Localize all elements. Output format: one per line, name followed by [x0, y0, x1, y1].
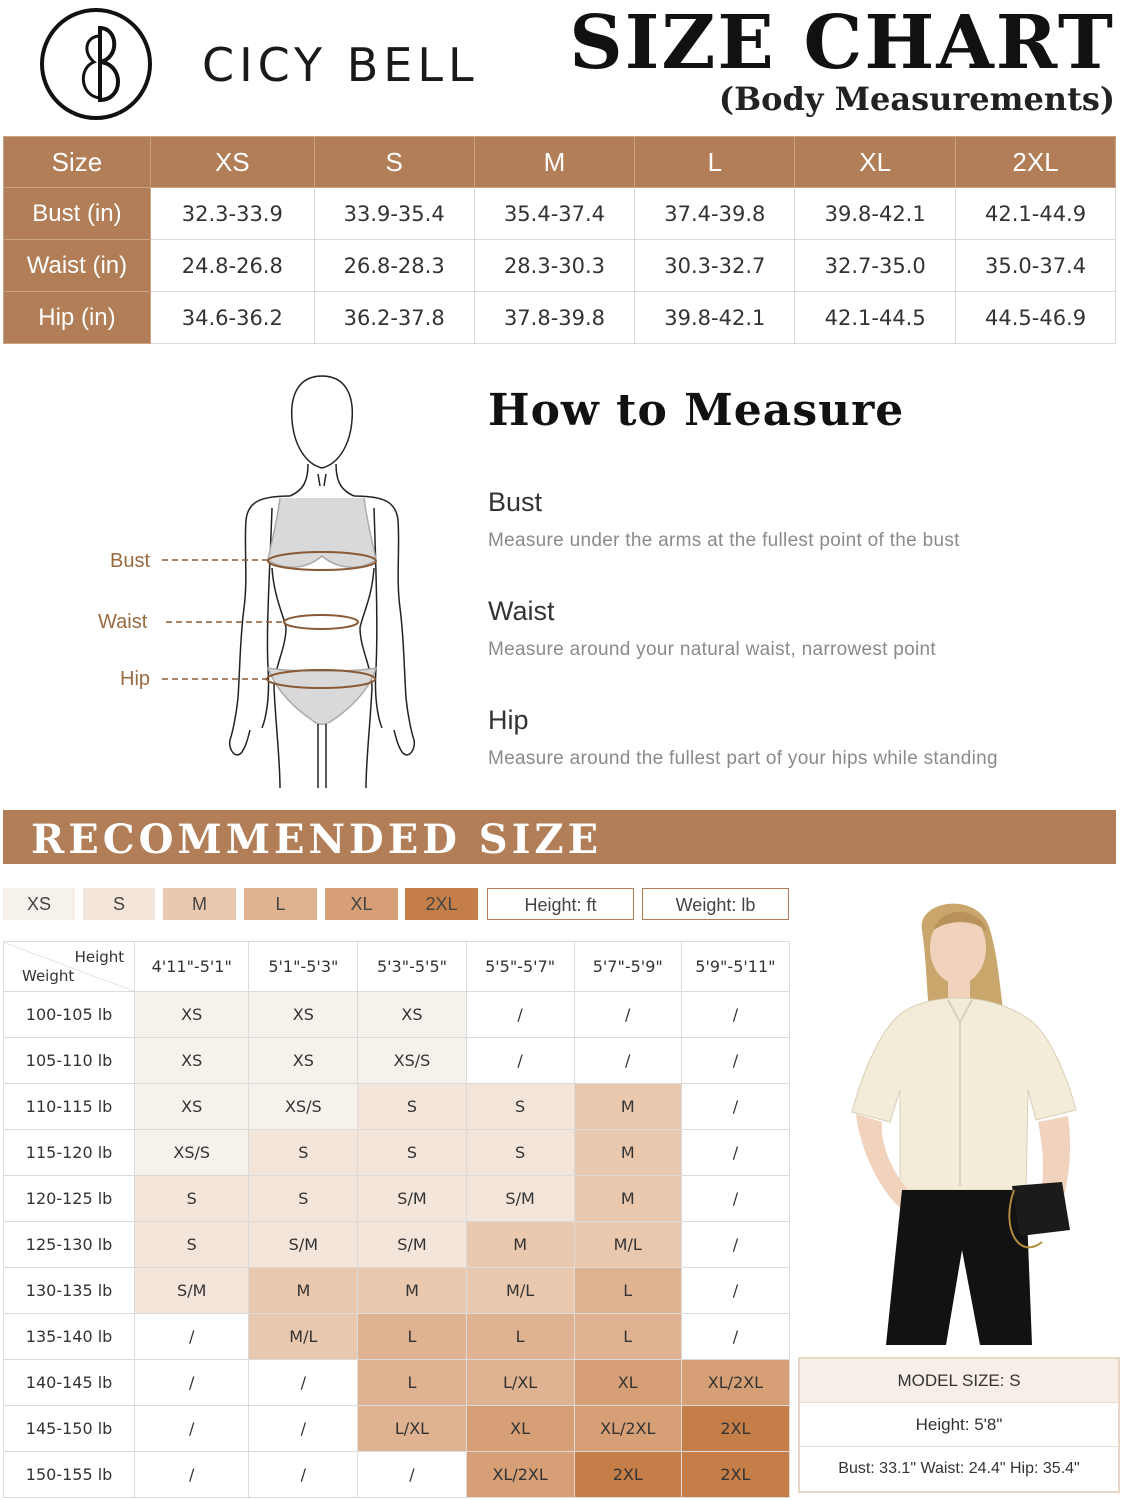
size-recommendation-cell: S	[466, 1130, 574, 1176]
size-recommendation-cell: /	[681, 992, 789, 1038]
weight-cell: 150-155 lb	[4, 1452, 135, 1498]
legend-weight-unit: Weight: lb	[642, 888, 789, 920]
size-recommendation-cell: XS/S	[249, 1084, 358, 1130]
size-recommendation-cell: XS/S	[135, 1130, 249, 1176]
weight-cell: 105-110 lb	[4, 1038, 135, 1084]
size-recommendation-cell: XL	[466, 1406, 574, 1452]
model-height-label: Height: 5'8"	[800, 1403, 1118, 1447]
size-recommendation-cell: XS	[249, 1038, 358, 1084]
legend-2xl: 2XL	[405, 888, 478, 920]
weight-cell: 135-140 lb	[4, 1314, 135, 1360]
size-header-cell: 2XL	[956, 137, 1116, 188]
brand-logo-icon	[38, 6, 154, 122]
size-recommendation-cell: /	[574, 992, 681, 1038]
model-photo	[830, 890, 1090, 1345]
size-recommendation-cell: XL/2XL	[681, 1360, 789, 1406]
size-recommendation-cell: S	[358, 1084, 466, 1130]
size-recommendation-cell: /	[135, 1406, 249, 1452]
size-recommendation-cell: XS	[135, 1084, 249, 1130]
size-recommendation-cell: S/M	[358, 1222, 466, 1268]
legend-m: M	[163, 888, 236, 920]
measure-heading-hip: Hip	[488, 705, 529, 735]
size-recommendation-cell: /	[466, 1038, 574, 1084]
weight-cell: 100-105 lb	[4, 992, 135, 1038]
weight-cell: 145-150 lb	[4, 1406, 135, 1452]
table-cell: 35.0-37.4	[956, 240, 1116, 292]
size-recommendation-cell: /	[681, 1038, 789, 1084]
body-measurement-figure	[90, 368, 430, 793]
hip-figure-label: Hip	[120, 668, 151, 690]
size-recommendation-cell: XS	[135, 992, 249, 1038]
size-recommendation-cell: S	[249, 1130, 358, 1176]
size-recommendation-cell: M	[249, 1268, 358, 1314]
table-row	[4, 1222, 790, 1268]
table-cell: 35.4-37.4	[474, 188, 635, 240]
height-header-cell: 5'9"-5'11"	[681, 942, 789, 992]
table-row	[4, 992, 790, 1038]
row-label: Waist (in)	[4, 240, 151, 292]
table-row	[4, 1314, 790, 1360]
size-header-row	[4, 137, 1116, 188]
size-recommendation-cell: XL	[574, 1360, 681, 1406]
table-cell: 32.3-33.9	[150, 188, 314, 240]
size-recommendation-cell: S/M	[135, 1268, 249, 1314]
model-size-card	[798, 1357, 1120, 1493]
size-recommendation-cell: /	[249, 1360, 358, 1406]
size-recommendation-cell: M	[574, 1176, 681, 1222]
row-label: Bust (in)	[4, 188, 151, 240]
height-header-cell: 5'3"-5'5"	[358, 942, 466, 992]
size-recommendation-cell: /	[681, 1176, 789, 1222]
table-row	[4, 292, 1116, 344]
size-recommendation-cell: /	[249, 1406, 358, 1452]
table-row	[4, 1130, 790, 1176]
size-recommendation-cell: L	[358, 1360, 466, 1406]
size-recommendation-cell: XS	[135, 1038, 249, 1084]
size-recommendation-cell: L/XL	[466, 1360, 574, 1406]
size-recommendation-cell: /	[681, 1268, 789, 1314]
size-recommendation-cell: /	[574, 1038, 681, 1084]
legend-s: S	[83, 888, 155, 920]
size-recommendation-cell: XS/S	[358, 1038, 466, 1084]
size-recommendation-cell: M	[466, 1222, 574, 1268]
size-recommendation-cell: S/M	[249, 1222, 358, 1268]
model-measurements-label: Bust: 33.1" Waist: 24.4" Hip: 35.4"	[838, 1460, 1080, 1477]
table-cell: 26.8-28.3	[314, 240, 474, 292]
weight-cell: 140-145 lb	[4, 1360, 135, 1406]
measure-heading-bust: Bust	[488, 487, 543, 517]
table-cell: 39.8-42.1	[795, 188, 956, 240]
measure-desc-bust: Measure under the arms at the fullest point of the bust	[488, 530, 960, 551]
size-recommendation-cell: S	[358, 1130, 466, 1176]
size-recommendation-cell: 2XL	[574, 1452, 681, 1498]
size-recommendation-cell: S	[249, 1176, 358, 1222]
size-chart-table	[3, 136, 1116, 344]
table-cell: 32.7-35.0	[795, 240, 956, 292]
size-recommendation-cell: M	[574, 1084, 681, 1130]
size-recommendation-cell: L	[574, 1268, 681, 1314]
size-header-cell: L	[635, 137, 795, 188]
table-cell: 24.8-26.8	[150, 240, 314, 292]
size-recommendation-cell: L/XL	[358, 1406, 466, 1452]
measure-desc-hip: Measure around the fullest part of your hips while standing	[488, 748, 998, 769]
table-row	[4, 1406, 790, 1452]
table-row	[4, 1176, 790, 1222]
legend-xl: XL	[325, 888, 398, 920]
size-recommendation-cell: M/L	[574, 1222, 681, 1268]
weight-cell: 125-130 lb	[4, 1222, 135, 1268]
measure-heading-waist: Waist	[488, 596, 555, 626]
brand-name: CICY BELL	[202, 38, 479, 92]
size-recommendation-cell: S	[466, 1084, 574, 1130]
legend-l: L	[244, 888, 317, 920]
size-recommendation-cell: /	[135, 1314, 249, 1360]
table-cell: 39.8-42.1	[635, 292, 795, 344]
height-header-cell: 5'1"-5'3"	[249, 942, 358, 992]
size-recommendation-cell: XS	[249, 992, 358, 1038]
table-cell: 37.8-39.8	[474, 292, 635, 344]
height-header-cell: 4'11"-5'1"	[135, 942, 249, 992]
table-row	[4, 240, 1116, 292]
table-cell: 36.2-37.8	[314, 292, 474, 344]
table-cell: 34.6-36.2	[150, 292, 314, 344]
size-recommendation-cell: S/M	[358, 1176, 466, 1222]
weight-cell: 115-120 lb	[4, 1130, 135, 1176]
how-to-measure-title: How to Measure	[488, 385, 905, 436]
page-subtitle: (Body Measurements)	[718, 80, 1115, 118]
weight-cell: 120-125 lb	[4, 1176, 135, 1222]
size-recommendation-cell: /	[249, 1452, 358, 1498]
size-recommendation-cell: L	[358, 1314, 466, 1360]
table-row	[4, 1360, 790, 1406]
table-row	[4, 188, 1116, 240]
table-row	[4, 1038, 790, 1084]
height-header-row	[4, 942, 790, 992]
page-title: SIZE CHART	[569, 0, 1115, 86]
size-recommendation-cell: 2XL	[681, 1452, 789, 1498]
size-recommendation-cell: XL/2XL	[466, 1452, 574, 1498]
size-recommendation-cell: L	[466, 1314, 574, 1360]
size-recommendation-cell: /	[681, 1084, 789, 1130]
size-recommendation-cell: S/M	[466, 1176, 574, 1222]
size-recommendation-cell: S	[135, 1222, 249, 1268]
table-cell: 42.1-44.5	[795, 292, 956, 344]
table-cell: 37.4-39.8	[635, 188, 795, 240]
weight-cell: 110-115 lb	[4, 1084, 135, 1130]
recommended-title: RECOMMENDED SIZE	[31, 816, 603, 863]
corner-header-cell	[4, 942, 135, 992]
size-recommendation-cell: S	[135, 1176, 249, 1222]
table-cell: 30.3-32.7	[635, 240, 795, 292]
legend-xs: XS	[3, 888, 75, 920]
size-recommendation-cell: M/L	[466, 1268, 574, 1314]
size-recommendation-cell: /	[135, 1360, 249, 1406]
size-recommendation-cell: /	[681, 1222, 789, 1268]
size-recommendation-cell: M	[358, 1268, 466, 1314]
corner-height-label: Height	[74, 948, 125, 966]
size-header-cell: S	[314, 137, 474, 188]
size-recommendation-cell: /	[135, 1452, 249, 1498]
size-recommendation-cell: L	[574, 1314, 681, 1360]
height-header-cell: 5'5"-5'7"	[466, 942, 574, 992]
size-recommendation-cell: M/L	[249, 1314, 358, 1360]
legend-height-unit: Height: ft	[487, 888, 634, 920]
model-size-label: MODEL SIZE: S	[800, 1359, 1118, 1403]
table-row	[4, 1268, 790, 1314]
size-recommendation-cell: /	[466, 992, 574, 1038]
corner-weight-label: Weight	[22, 967, 75, 985]
recommended-banner	[3, 810, 1116, 864]
table-row	[4, 1452, 790, 1498]
recommended-size-table	[3, 941, 790, 1498]
size-recommendation-cell: /	[681, 1130, 789, 1176]
bust-figure-label: Bust	[110, 550, 151, 572]
size-recommendation-cell: /	[681, 1314, 789, 1360]
weight-cell: 130-135 lb	[4, 1268, 135, 1314]
size-recommendation-cell: M	[574, 1130, 681, 1176]
size-recommendation-cell: /	[358, 1452, 466, 1498]
table-cell: 28.3-30.3	[474, 240, 635, 292]
size-recommendation-cell: XL/2XL	[574, 1406, 681, 1452]
size-header-cell: Size	[4, 137, 151, 188]
size-header-cell: M	[474, 137, 635, 188]
table-row	[4, 1084, 790, 1130]
size-recommendation-cell: 2XL	[681, 1406, 789, 1452]
table-cell: 44.5-46.9	[956, 292, 1116, 344]
row-label: Hip (in)	[4, 292, 151, 344]
waist-figure-label: Waist	[98, 611, 148, 633]
table-cell: 42.1-44.9	[956, 188, 1116, 240]
size-header-cell: XS	[150, 137, 314, 188]
size-recommendation-cell: XS	[358, 992, 466, 1038]
table-cell: 33.9-35.4	[314, 188, 474, 240]
measure-desc-waist: Measure around your natural waist, narrowest point	[488, 639, 937, 660]
height-header-cell: 5'7"-5'9"	[574, 942, 681, 992]
size-header-cell: XL	[795, 137, 956, 188]
